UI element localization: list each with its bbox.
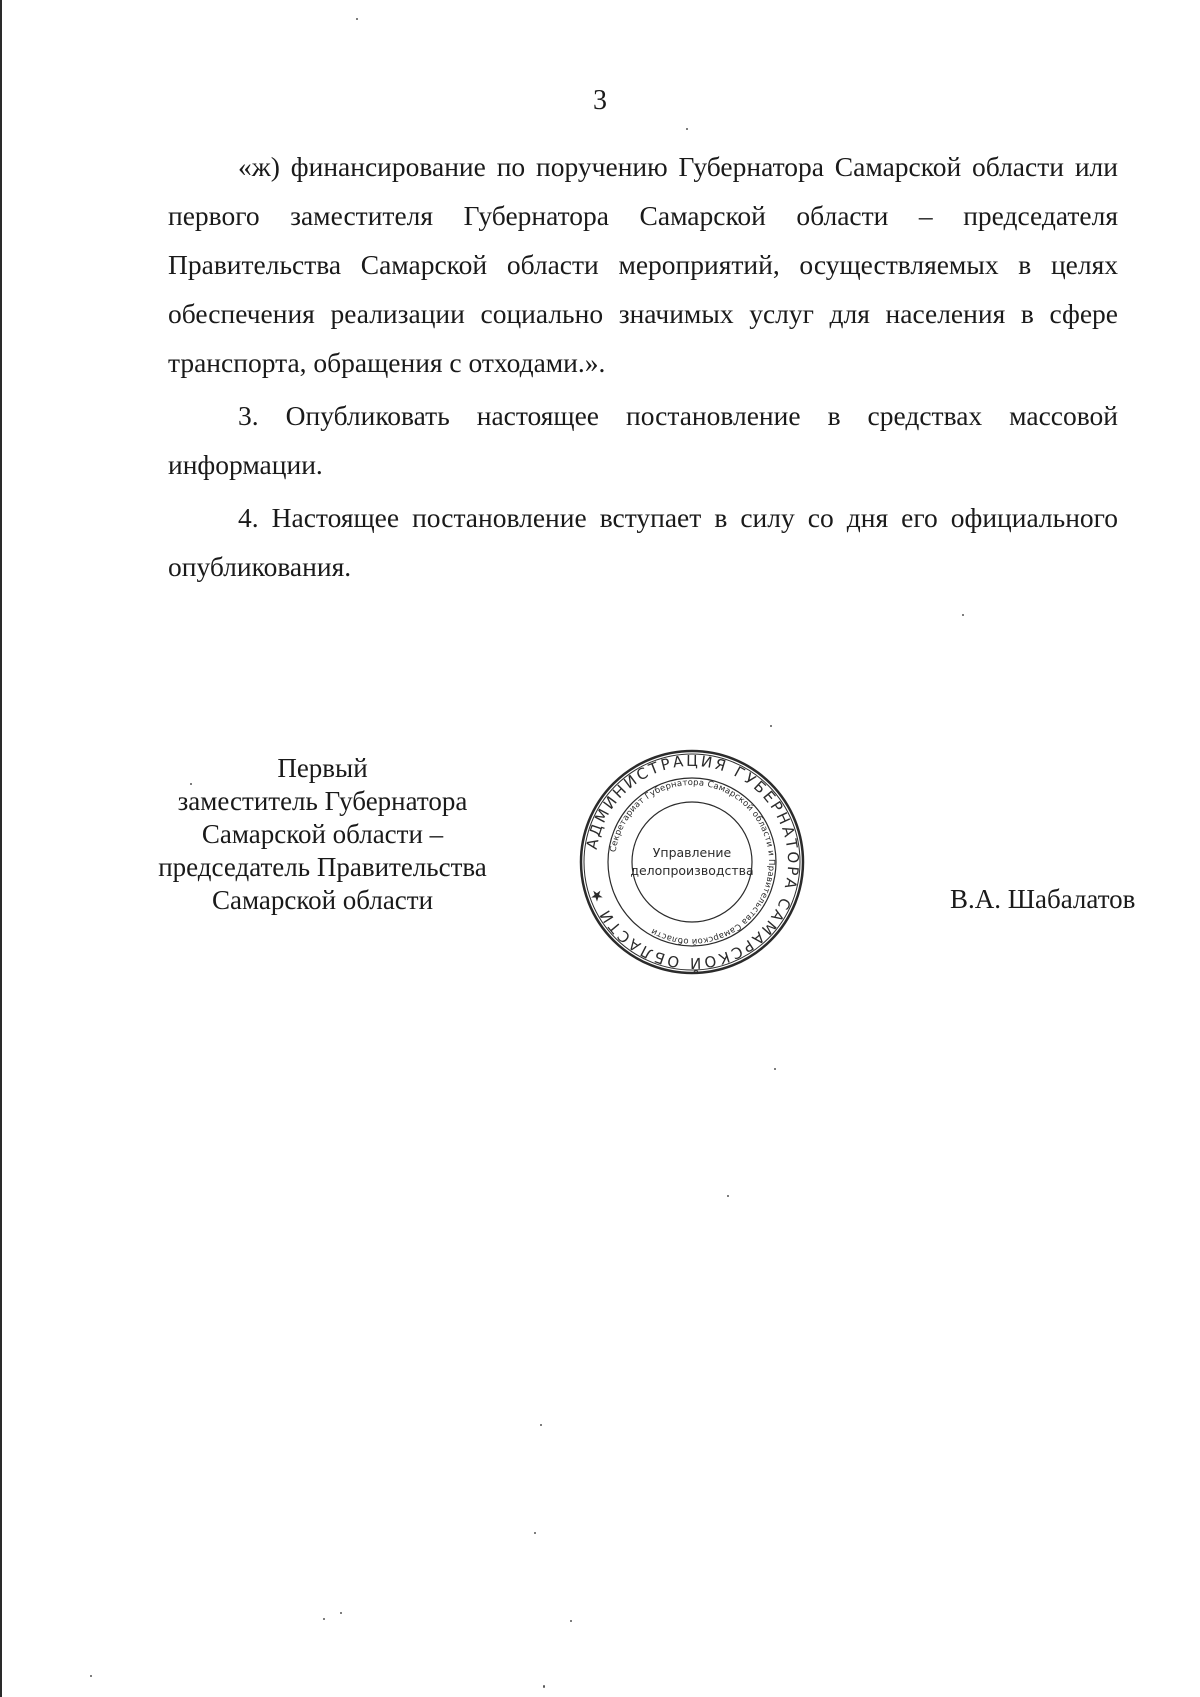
paragraph-4: 4. Настоящее постановление вступает в силу со дня его официального опубликования.: [168, 502, 1118, 582]
scan-speck: [356, 18, 358, 20]
signatory-title-line: заместитель Губернатора: [177, 786, 468, 816]
stamp-outer-text: АДМИНИСТРАЦИЯ ГУБЕРНАТОРА САМАРСКОЙ ОБЛАСТИ ★: [582, 751, 803, 973]
page-number: 3: [593, 85, 607, 116]
scan-speck: [340, 1612, 342, 1614]
page-left-border: [0, 0, 2, 1697]
scan-speck: [686, 128, 688, 130]
signatory-title-line: Самарской области: [211, 885, 434, 915]
scan-speck: [543, 1685, 545, 1688]
scan-speck: [570, 1620, 572, 1622]
signatory-title: [150, 752, 495, 917]
stamp-center-line-1: Управление: [652, 845, 732, 860]
signatory-name: В.А. Шабалатов: [950, 884, 1136, 914]
scan-speck: [770, 725, 772, 727]
scan-speck: [727, 1195, 729, 1197]
signatory-title-line: Первый: [277, 753, 368, 783]
signatory-title-line: Самарской области –: [201, 819, 444, 849]
official-seal-stamp: [578, 748, 806, 976]
scan-speck: [962, 614, 964, 616]
document-body: [168, 142, 1118, 595]
scan-speck: [534, 1532, 536, 1534]
signatory-title-line: председатель Правительства: [158, 852, 487, 882]
scan-speck: [774, 1068, 776, 1070]
stamp-inner-text: Секретариат Губернатора Самарской области и Правительства Самарской области: [608, 777, 777, 947]
paragraph-zh: «ж) финансирование по поручению Губернатора Самарской области или первого заместителя Губернатора Самарской области – председателя Правительства Самарской области мероприятий, осуществляемых в целях обеспечения реализации социально значимых услуг для населения в сфере транспорта, обращения с отходами.».: [168, 151, 1118, 378]
scan-speck: [190, 783, 192, 785]
stamp-center-line-2: делопроизводства: [630, 863, 754, 878]
paragraph-3: 3. Опубликовать настоящее постановление в средствах массовой информации.: [168, 400, 1118, 480]
scan-speck: [540, 1424, 542, 1426]
scan-speck: [90, 1675, 92, 1677]
scan-speck: [323, 1618, 325, 1620]
